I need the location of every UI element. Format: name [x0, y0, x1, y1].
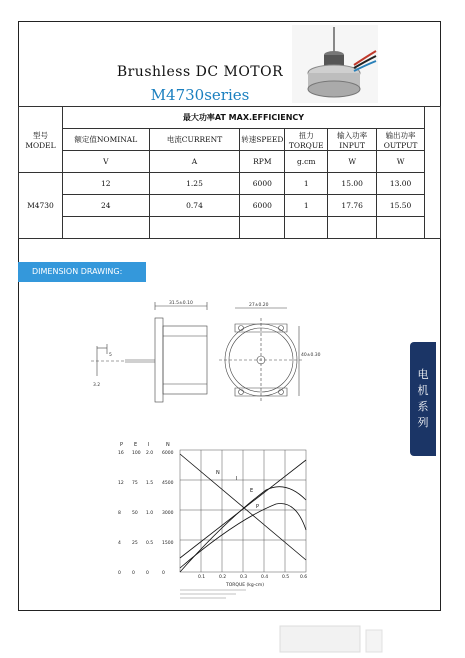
cell-current: 1.25 — [149, 173, 240, 195]
tick-i: 0 — [146, 571, 149, 576]
cell-input: 15.00 — [328, 173, 377, 195]
curve-label-i: I — [236, 476, 238, 482]
tick-e: 0 — [132, 571, 135, 576]
tick-e: 100 — [132, 451, 141, 456]
side-char: 电 — [417, 368, 429, 381]
empty-cell — [240, 217, 285, 239]
empty-cell — [285, 217, 328, 239]
model-cell: M4730 — [19, 173, 63, 239]
unit-output-w: W — [377, 151, 425, 173]
motor-photo — [292, 25, 378, 103]
series-title: M4730series — [150, 86, 250, 104]
axis-head-n: N — [166, 442, 170, 448]
cell-voltage: 12 — [62, 173, 149, 195]
series-side-tab — [410, 342, 436, 456]
tick-n: 4500 — [162, 481, 174, 486]
x-tick: 0.6 — [300, 575, 308, 580]
dimension-banner: DIMENSION DRAWING: — [18, 262, 146, 282]
cell-speed: 6000 — [240, 195, 285, 217]
empty-cell — [377, 217, 425, 239]
x-tick: 0.2 — [219, 575, 227, 580]
cell-input: 17.76 — [328, 195, 377, 217]
table-row — [19, 173, 441, 195]
empty-cell — [149, 217, 240, 239]
unit-v: V — [62, 151, 149, 173]
axis-head-i: I — [148, 442, 150, 448]
product-title: Brushless DC MOTOR — [116, 64, 284, 80]
empty-cell — [62, 217, 149, 239]
cell-speed: 6000 — [240, 173, 285, 195]
col-nominal: 额定值NOMINAL — [62, 129, 149, 151]
tick-p: 8 — [118, 511, 121, 516]
curve-label-n: N — [216, 470, 220, 476]
dim-label-width: 31.5±0.10 — [169, 301, 193, 306]
empty-cell — [328, 217, 377, 239]
dim-label-front-width: 27±0.20 — [249, 303, 269, 308]
x-tick: 0.4 — [261, 575, 269, 580]
axis-head-p: P — [120, 442, 124, 448]
axis-head-e: E — [134, 442, 138, 448]
model-header: 型号MODEL — [19, 107, 63, 173]
table-row — [19, 195, 441, 217]
table-row-empty — [19, 217, 441, 239]
col-input: 输入功率 INPUT — [328, 129, 377, 151]
tick-e: 75 — [132, 481, 138, 486]
cell-output: 15.50 — [377, 195, 425, 217]
side-char: 系 — [417, 400, 429, 413]
cell-torque: 1 — [285, 195, 328, 217]
x-axis-label: TORQUE (kg-cm) — [226, 583, 264, 588]
x-tick: 0.1 — [198, 575, 206, 580]
x-tick: 0.3 — [240, 575, 248, 580]
cell-output: 13.00 — [377, 173, 425, 195]
dim-label-offset: 3.2 — [93, 383, 101, 388]
faint-mark — [270, 622, 390, 656]
unit-rpm: RPM — [240, 151, 285, 173]
tick-p: 0 — [118, 571, 121, 576]
tick-n: 0 — [162, 571, 165, 576]
table-spacer — [425, 107, 441, 239]
tick-p: 12 — [118, 481, 124, 486]
tick-i: 2.0 — [146, 451, 154, 456]
tick-i: 0.5 — [146, 541, 154, 546]
curve-label-e: E — [250, 488, 254, 494]
dimension-drawing — [85, 296, 335, 416]
cell-current: 0.74 — [149, 195, 240, 217]
unit-torque: g.cm — [285, 151, 328, 173]
dim-label-shaft: 5 — [109, 353, 112, 358]
tick-i: 1.0 — [146, 511, 154, 516]
tick-e: 50 — [132, 511, 138, 516]
tick-n: 3000 — [162, 511, 174, 516]
x-tick: 0.5 — [282, 575, 290, 580]
side-char: 机 — [417, 384, 429, 397]
tick-e: 25 — [132, 541, 138, 546]
spec-table — [18, 106, 441, 239]
cell-torque: 1 — [285, 173, 328, 195]
tick-p: 4 — [118, 541, 121, 546]
tick-n: 1500 — [162, 541, 174, 546]
dim-label-diameter: 40±0.30 — [301, 353, 321, 358]
performance-graph — [116, 440, 316, 600]
col-torque: 扭力TORQUE — [285, 129, 328, 151]
max-efficiency-header: 最大功率AT MAX.EFFICIENCY — [62, 107, 424, 129]
tick-n: 6000 — [162, 451, 174, 456]
tick-p: 16 — [118, 451, 124, 456]
unit-input-w: W — [328, 151, 377, 173]
col-output: 输出功率 OUTPUT — [377, 129, 425, 151]
col-current: 电流CURRENT — [149, 129, 240, 151]
unit-a: A — [149, 151, 240, 173]
side-char: 列 — [417, 416, 429, 429]
curve-label-p: P — [256, 504, 260, 510]
col-speed: 转速SPEED — [240, 129, 285, 151]
cell-voltage: 24 — [62, 195, 149, 217]
tick-i: 1.5 — [146, 481, 154, 486]
